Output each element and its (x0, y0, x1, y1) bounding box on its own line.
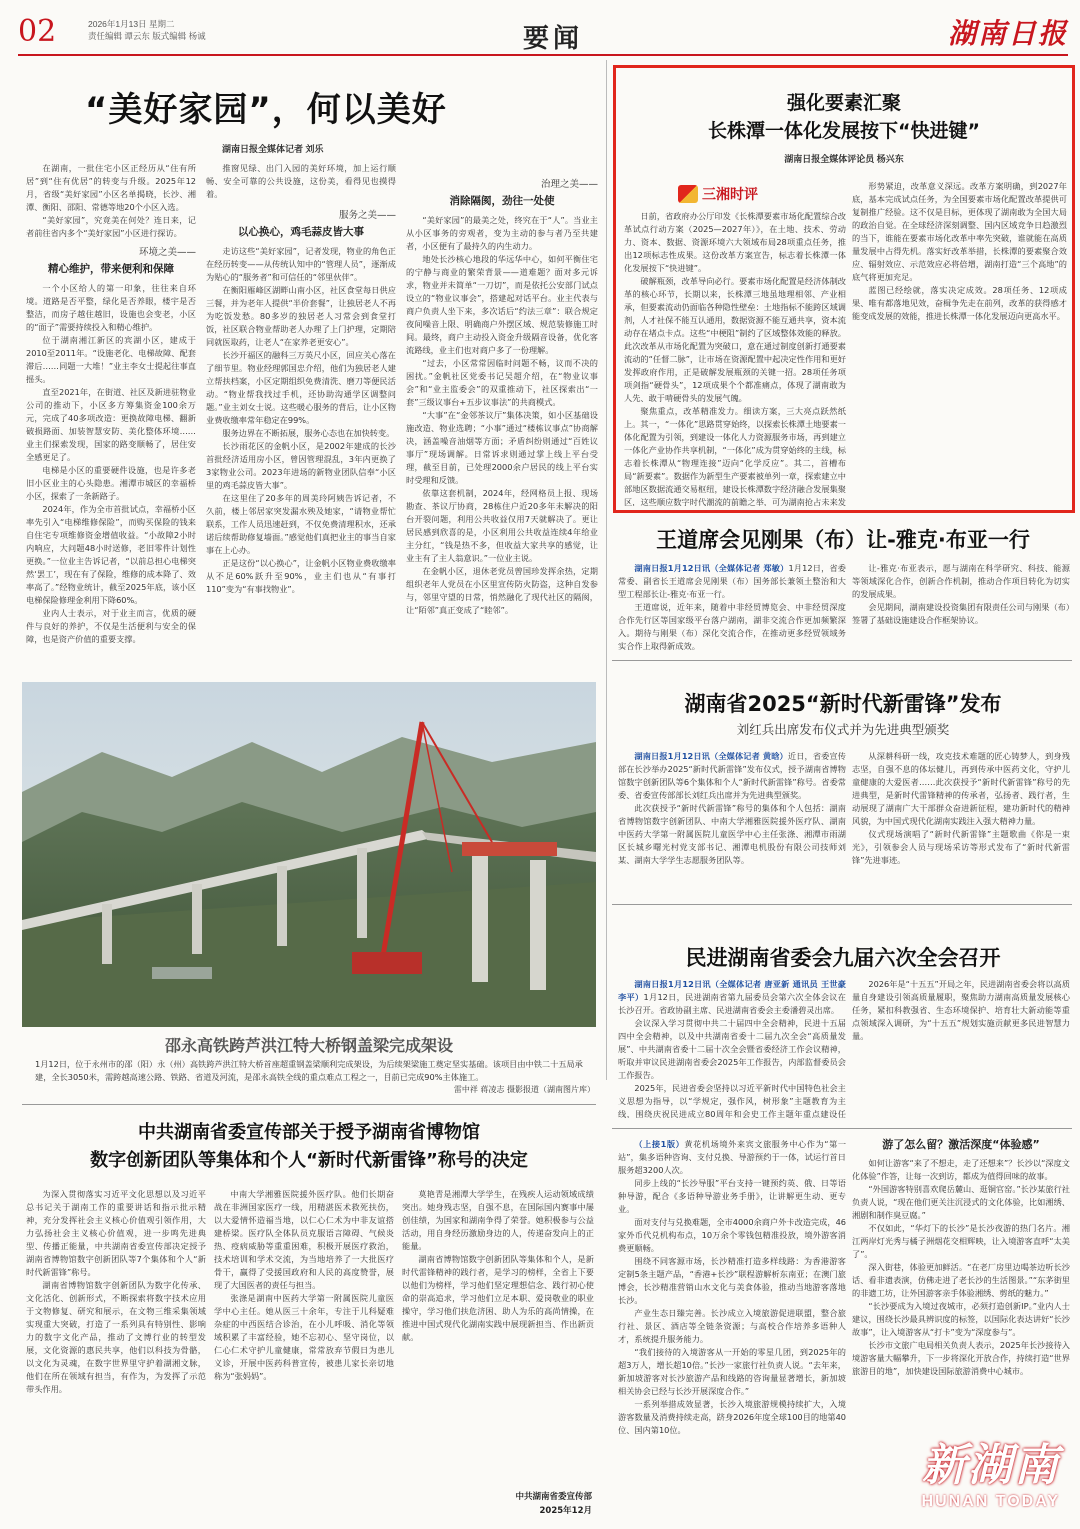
photo-caption: 1月12日，位于永州市的邵（阳）永（州）高铁跨芦洪江特大桥首座超重钢盖梁顺利完成架设，为后续架梁施工奠定坚实基础。该项目由中铁二十五局承建，全长3050米，需跨越高速公路、铁路、省道及河流，是邵永高铁全线的重点难点工程之一，目前已完成90%主体施工。 (35, 1059, 583, 1082)
story1-col2 (206, 162, 396, 662)
story1-paragraph: 在这里住了20多年的周美玲阿姨告诉记者，不久前，楼上邻居家突发漏水殃及她家，“请物业帮忙联系，工作人员迅速赶到，不仅免费清理积水，还承诺后续帮助修复墙面。”感觉他们真把业主的事当自家事在上心办。 (206, 493, 396, 555)
story6-paragraph: 产业生态日臻完善。长沙成立入境旅游促进联盟，整合旅行社、景区、酒店等全链条资源；与高校合作培养多语种人才，系统提升服务能力。 (618, 1308, 846, 1344)
photo-credit: 雷中祥 蒋凌志 摄影报道（湖南图片库） (453, 1085, 595, 1094)
story1-paragraph: 在衡阳雁峰区湖畔山南小区，社区食堂每日供应三餐，并为老年人提供“半价套餐”，让独居老人不再为吃饭发愁。80多岁的独居老人习常会到食堂打饭，社区联合物业帮助老人办理了上门护理，定期陪同就医取药，让老人“在家养老更安心”。 (206, 285, 396, 347)
story5-col3 (402, 1188, 594, 1488)
story-divider (612, 1128, 1072, 1129)
story3-col2 (852, 750, 1070, 896)
story5-title-line2[interactable]: 数字创新团队等集体和个人“新时代新雷锋”称号的决定 (90, 1150, 528, 1171)
story6-inset-title: 游了怎么留？激活深度“体验感” (882, 1138, 1040, 1151)
story1-kicker1: 环境之美—— (138, 247, 196, 258)
commentary-byline: 湖南日报全媒体评论员 杨兴东 (784, 154, 904, 164)
commentary-col2 (852, 180, 1067, 506)
story4-paragraph: 会议深入学习贯彻中共二十届四中全会精神，民进十五届四中全会精神，以及中共湖南省委十二届九次全会“高质量发展”、中共湖南省委十二届十次全会暨省委经济工作会议精神，听取并审议民进湖南省委会2025年工作报告，内部监督委员会工作报告。 (618, 1018, 846, 1080)
story2-paragraph: 会见期间，湖南建设投资集团有限责任公司与刚果（布）签署了基础设施建设合作框架协议。 (852, 602, 1070, 625)
story1-subhead3: 消除隔阂，劲往一处使 (449, 195, 555, 207)
story3-paragraph: 从深耕科研一线，攻克技术难题的匠心铸梦人，到身残志坚，自强不息的体坛健儿，再到传承中医药文化，守护儿童健康的大爱医者……此次获授予“新时代新雷锋”称号的先进典型，是新时代雷锋精神的传承者，弘扬者、践行者，生动展现了湖南广大干部群众奋进新征程，建功新时代的精神风貌，为中国式现代化湖南实践注入强大精神力量。 (852, 751, 1070, 826)
story4-title[interactable]: 民进湖南省委会九届六次全会召开 (685, 946, 1001, 970)
story1-byline: 湖南日报全媒体记者 刘乐 (222, 144, 324, 154)
story1-paragraph: 位于湖南湘江新区的宾湖小区，建成于2010至2011年。“设施老化、电梯故障、配套滞后……同题一大堆！”业主李女士提起往事直摇头。 (26, 335, 196, 384)
story1-title[interactable]: “美好家园”，何以美好 (85, 90, 447, 130)
story2-col2 (852, 562, 1070, 654)
story6-paragraph: 同步上线的“长沙导服”平台支持一键预约英、俄、日等语种导游，配合《多语种导游业务手册》，让讲解更生动、更专业。 (618, 1178, 846, 1214)
story1-col3 (406, 178, 598, 662)
story3-paragraph: 近日，省委宣传部在长沙举办2025“新时代新雷锋”发布仪式，授予湖南省博物馆数字创新团队等6个集体和个人“新时代新雷锋”称号。省委常委、省委宣传部部长刘红兵出席并为先进典型颁奖。 (618, 751, 846, 800)
story6-paragraph: 一系列举措成效显著，长沙入境旅游规模持续扩大，入境游客数量及消费持续走高，跻身2026年度全球100目的地第40位、国内第10位。 (618, 1399, 846, 1435)
story1-kicker2: 服务之美—— (338, 210, 396, 221)
story-divider (612, 904, 1072, 905)
story1-kicker3: 治理之美—— (540, 179, 598, 190)
story-divider (612, 660, 1072, 661)
story4-col1 (618, 978, 846, 1118)
story1-paragraph: 电梯是小区的重要硬件设施，也是许多老旧小区业主的心头隐患。湘潭市城区的幸福桥小区，探索了一条新路子。 (26, 465, 196, 501)
story1-paragraph: 依靠这套机制，2024年，经网格员上报、现场勘查、茶议厅协商，28栋住户近20多年未解决的阳台开裂问题，利用公共收益仅用7天就解决了。更让居民感到欣喜的是，小区利用公共收益连续4年给业主分红，“钱是热不多，但收益大家共享的感觉，让业主有了主人翁意识。”一位业主说。 (406, 488, 598, 563)
story1-paragraph: 在金帆小区，退休老党员曾国珍发挥余热，定期组织老年人党员在小区里宣传防火防盗，这种自发参与，邻里守望的日常，悄然融化了现代社区的隔阂，让“陌邻”真正变成了“睦邻”。 (406, 566, 598, 615)
story3-paragraph: 此次获授予“新时代新雷锋”称号的集体和个人包括：湖南省博物馆数字创新团队、中南大学湘雅医院援外医疗队、湖南中医药大学第一附属医院儿童医学中心主任张涤、湘潭市雨湖区长城乡曙光村党支部书记、湘潭电机股份有限公司技师刘某、湖南大学学生志愿服务团队等。 (618, 803, 846, 865)
story5-paragraph: 莫艳青是湘潭大学学生，在残疾人运动领域成绩突出。她身残志坚，自强不息，在国际国内赛事中屡创佳绩，为国家和湖南争得了荣誉。她积极参与公益活动，用自身经历激励身边的人，传递奋发向上的正能量。 (402, 1189, 594, 1251)
story1-subhead2: 以心换心，鸡毛蒜皮皆大事 (238, 226, 364, 238)
story5-paragraph: 为深入贯彻落实习近平文化思想以及习近平总书记关于湖南工作的重要讲话和指示批示精神，充分发挥社会主义核心价值观引领作用，大力弘扬社会主义核心价值观，进一步鸣先进典型、传播正能量，中共湖南省委宣传部决定授予湖南省博物馆数字创新团队等7个集体和个人“新时代新雷锋”称号。 (26, 1189, 206, 1277)
story1-paragraph: 2024年，作为全市首批试点，幸福桥小区率先引入“电梯维修保险”，而购买保险的钱来自住宅专项维修资金增值收益。“小故障2小时内响应，大问题48小时送修，老旧零件计划性更换。”一位业主告诉记者，“以前总担心电梯突然‘罢工’，现在有了保险，维修的成本降了、效率高了。”经物业统计，截至2025年底，该小区电梯保险修理金利用下降60%。 (26, 504, 196, 605)
story4-paragraph: 2025年，民进省委会坚持以习近平新时代中国特色社会主义思想为指导，以“学规定，强作风，树形象”主题教育为主线，围绕庆祝民进成立80周年和会史工作主题年重点建设任 (618, 1083, 846, 1118)
story1-intro: 在湖南，一批住宅小区正经历从“住有所居”到“住有优居”的转变与升级。2025年12月，省级“美好家园”小区名单揭晓，长沙、湘潭、衡阳、邵阳、常德等地20个小区入选。 (26, 163, 196, 212)
story1-subhead1: 精心维护，带来便利和保障 (48, 263, 174, 275)
story1-paragraph: 业内人士表示，对于业主而言，优质的硬件与良好的养护，不仅是生活便利与安全的保障，也是资产价值的重要支撑。 (26, 608, 196, 644)
story2-paragraph: 让-雅克·布亚表示，愿与湖南在科学研究、科技、能源等领域深化合作，创新合作机制，推动合作项目转化为切实的发展成果。 (852, 563, 1070, 599)
story6-paragraph: 如何让游客“来了不想走，走了还想来”？长沙以“深度文化体验”作答，让每一次到访，都成为值得回味的故事。 (852, 1158, 1070, 1181)
commentary-col1 (624, 210, 846, 506)
story1-paragraph: “大事”在“金邻茶议厅”集体决策，如小区基础设施改造、物业选聘；“小事”通过“楼栋议事点”协商解决，涵盖噪音油烟等方面；矛盾纠纷则通过“百姓议事厅”现场调解。日常诉求则通过掌上线上平台受理，截至目前，已处理2000余户居民的线上平台实时受理和反馈。 (406, 410, 598, 485)
commentary-badge (678, 183, 786, 205)
story6-paragraph: 围绕不同客源市场，长沙精准打造多样线路：为香港游客定制5条主题产品，“香港+长沙”联程游解析东南亚；在澳门旅博会，长沙精准营销山水文化与美食体验，推动当地游客落地长沙。 (618, 1256, 846, 1305)
story5-paragraph: 张涤是湖南中医药大学第一附属医院儿童医学中心主任。她从医三十余年，专注于儿科疑难杂症的中西医结合诊治，在小儿呼吸、消化等领域积累了丰富经验，她不忘初心、坚守岗位，以仁心仁术守护儿童健康，常常放弃节假日为患儿义诊，开展中医药科普宣传，被患儿家长亲切地称为“张妈妈”。 (214, 1293, 394, 1381)
commentary-paragraph: 破解瓶颈，改革导向必行。要素市场化配置是经济体制改革的核心环节，长期以来，长株潭三地虽地理相邻、产业相承，但要素流动仍面临各种隐性壁垒：土地指标不能跨区域调剂，人才社保不能互认通用，数据资源不能互通共享，资本流动存在堵点卡点。这些“中梗阻”制约了区域整体效能的释放。此次改革从市场化配置为突破口，意在通过制度创新打通要素流动的“任督二脉”，让市场在资源配置中起决定性作用和更好发挥政府作用，正是破解发展瓶颈的关键一招。28项任务项项剑指“硬骨头”，12项成果个个都准痛点，体现了湖南敢为人先、敢于啃硬骨头的发展气魄。 (624, 276, 846, 403)
bridge-photo-image (22, 682, 596, 1027)
story3-lead-tag: 湖南日报1月12日讯（全媒体记者 黄晗） (634, 751, 788, 761)
commentary-paragraph: 日前，省政府办公厅印发《长株潭要素市场化配置综合改革试点行动方案（2025—2027年）》，在土地、技术、劳动力、资本、数据、资源环境六大领域布局28项重点任务，推出12项标志性成果。这份改革方案宣告，标志着长株潭一体化发展按下“快进键”。 (624, 211, 846, 273)
story5-title-line1[interactable]: 中共湖南省委宣传部关于授予湖南省博物馆 (138, 1122, 480, 1143)
story4-lead-tag: 湖南日报1月12日讯（全媒体记者 唐亚新 通讯员 王世豪 李平） (618, 979, 846, 1002)
story6-paragraph: “长沙要成为入境过夜城市，必须打造创新IP。”业内人士建议，围绕长沙最具辨识度的标签，以国际化表达讲好“长沙故事”，让入境游客从“打卡”变为“深度参与”。 (852, 1301, 1070, 1337)
masthead-meta (88, 18, 206, 42)
story2-lead-tag: 湖南日报1月12日讯（全媒体记者 郑敏） (634, 563, 789, 573)
story6-col2 (852, 1138, 1070, 1438)
story3-col1 (618, 750, 846, 896)
story4-paragraph: 1月12日，民进湖南省第九届委员会第六次全体会议在长沙召开。省政协副主席、民进湖南省委会主委潘碧灵出席。 (618, 992, 846, 1015)
story1-paragraph: 走访这些“美好家园”，记者发现，物业的角色正在经历转变——从传统认知中的“管理人员”，逐渐成为贴心的“服务者”和可信任的“邻里伙伴”。 (206, 246, 396, 282)
story1-paragraph: “美好家园”的最美之处，终究在于“人”。当业主从小区事务的旁观者，变为主动的参与者乃至共建者，小区便有了最持久的内生动力。 (406, 215, 598, 251)
story1-paragraph: 一个小区给人的第一印象，往往来自环境。道路是否平整，绿化是否养眼，楼宇是否整洁，而房子越住越旧，设施也会变老，小区的“面子”需要持续投入和精心维护。 (26, 283, 196, 332)
hunan-today-logo (922, 1429, 1060, 1511)
story5-date: 2025年12月 (539, 1506, 592, 1516)
story1-paragraph: 推窗见绿、出门入园的美好环境，加上运行顺畅、安全可靠的公共设施，这份美，看得见也摸得着。 (206, 163, 396, 199)
story1-paragraph: 正是这份“以心换心”，让金帆小区物业费收缴率从不足60%跃升至90%，业主们也从“有事打110”变为“有事找物业”。 (206, 558, 396, 594)
story1-paragraph: 直至2021年，在街道、社区及新进驻物业公司的推动下，小区多方筹集资金100余万元，完成了40多项改造：更换故障电梯、翻新破损路面、加装智慧安防、美化整体环境……业主们探索发现，国家的路变顺畅了，居住安全感更足了。 (26, 387, 196, 462)
logo-english: HUNAN TODAY (921, 1493, 1060, 1510)
story6-col1 (618, 1138, 846, 1518)
story6-paragraph: 深入街巷，体验更加鲜活。“在老厂房里边喝茶边听长沙话、看非遗表演，仿佛走进了老长沙的生活图景。”“东茅街里的非遗工坊，让外国游客亲手体验湘绣、剪纸的魅力。” (852, 1262, 1070, 1298)
commentary-paragraph: 聚焦重点，改革精准发力。细读方案，三大亮点跃然纸上。其一，“一体化”思路贯穿始终，以探索长株潭土地要素一体化配置为引领，到建设一体化人力资源服务市场，再到建立一体化产业协作共享机制，“一体化”成为贯穿始终的主线，标志着长株潭从“物理连接”迈向“化学反应”。其二，首槽布局“新要素”。数据作为新型生产要素被单列一章，探索建立中部地区数据流通交易枢纽，建设长株潭数字经济融合发展集聚区，这些顺应数字时代潮流的前瞻之举，可为湖南抢占未来发 (624, 406, 846, 506)
story5-col1 (26, 1188, 206, 1514)
story2-col1 (618, 562, 846, 654)
story5-paragraph: 湖南省博物馆数字创新团队为数字化传承、文化活化、创新形式，不断探索将数字技术应用于文物修复、研究和展示，在文物三维采集领域实现重大突破，打造了一系列具有特别性、影响力的数字文化产品，推动了文博行业的转型发展，文化资源的惠民共享，他们以科技为骨骼，以文化为灵魂，在数字世界里守护着湖湘文脉，他们在所在领域有担当，有作为，为发挥了示范带头作用。 (26, 1280, 206, 1394)
story4-paragraph: 2026年是“十五五”开局之年，民进湖南省委会将以高质量自身建设引领高质量履职，聚焦助力湖南高质量发展核心任务，紧扣科教强省、生态环境保护、培育壮大新动能等重点领域深入调研，为“十五五”规划实施贡献更多民进智慧力量。 (852, 979, 1070, 1041)
story-divider (22, 1104, 596, 1105)
story5-paragraph: 中南大学湘雅医院援外医疗队。他们长期奋战在非洲国家医疗一线，用精湛医术救死扶伤，以大爱情怀造福当地，以仁心仁术为中非友谊搭建桥梁。医疗队全体队员克服语言障碍、气候炎热、疫病威胁等重重困难，积极开展医疗救治，技术培训和学术交流，为当地培养了一大批医疗骨干，赢得了受援国政府和人民的高度赞誉，展现了大国医者的责任与担当。 (214, 1189, 394, 1290)
masthead (18, 14, 1068, 56)
story1-paragraph: 服务边界在不断拓展，服务心态也在加快转变。 (222, 428, 395, 438)
column-divider (606, 60, 607, 1080)
commentary-title-line1[interactable]: 强化要素汇聚 (786, 92, 901, 114)
story5-paragraph: 湖南省博物馆数字创新团队等集体和个人，是新时代雷锋精神的践行者，是学习的榜样，全省上下要以他们为榜样，学习他们坚定理想信念、践行初心使命的崇高追求，学习他们立足本职、爱岗敬业的职业操守，学习他们扶危济困、助人为乐的高尚情操，在推进中国式现代化湖南实践中展现新担当、作出新贡献。 (402, 1254, 594, 1342)
story6-paragraph: 面对支付与兑换难题，全市4000余商户外卡改造完成，46家外币代兑机构布点，10万余个零钱包精准投放，境外游客消费更顺畅。 (618, 1217, 846, 1253)
story1-intro2: “美好家园”，究竟美在何处？连日来，记者前往省内多个“美好家园”小区进行探访。 (26, 215, 196, 238)
section-title: 要闻 (523, 24, 584, 54)
editors-line: 责任编辑 谭云东 版式编辑 杨诚 (88, 31, 206, 41)
story5-col2 (214, 1188, 394, 1514)
story5-signature: 中共湖南省委宣传部 (515, 1492, 592, 1502)
story3-title[interactable]: 湖南省2025“新时代新雷锋”发布 (684, 692, 1002, 716)
commentary-paragraph: 形势紧迫，改革意义深远。改革方案明确，到2027年底，基本完成试点任务，为全国要素市场化配置改革提供可复制推广经验。这不仅是目标，更体现了湖南敢为全国大局的政治自觉。在全球经济深刻调整、国内区域竞争日趋激烈的当下，谁能在要素市场化改革中率先突破，谁就能在高质量发展中占得先机。落实好改革举措，长株潭的要素聚合效应、辐射效应、示范效应必将倍增，湖南打造“三个高地”的底气将更加充足。 (852, 181, 1067, 282)
photo-title[interactable]: 邵永高铁跨芦洪江特大桥钢盖梁完成架设 (164, 1036, 453, 1055)
story6-paragraph: “外国游客特别喜欢爬岳麓山、逛铜官窑。”长沙某旅行社负责人说，“现在他们更关注沉浸式的文化体验，比如湘绣、湘剧和制作臭豆腐。” (852, 1184, 1070, 1220)
story1-paragraph: 地处长沙核心地段的华远华中心，如何平衡住宅的宁静与商业的繁荣背景——道难题？面对多元诉求，物业并未简单“一刀切”，而是依托公安部门试点设立的“物业议事会”，搭建起对话平台。业主代表与商户负责人坐下来，多次话后“约法三章”：联合规定夜间噪音上限、明确商户外摆区域、规范装修施工时间。最终，商户主动投入资金升级隔音设备，优化客流路线，业主们也对商户多了一份理解。 (406, 254, 598, 355)
badge-label: 三湘时评 (702, 187, 758, 203)
story6-paragraph: 长沙市文旅广电局相关负责人表示，2025年长沙接待入境游客量大幅攀升，下一步将深化开放合作，持续打造“世界旅游目的地”，加快建设国际旅游消费中心城市。 (852, 1340, 1070, 1376)
commentary-title-line2[interactable]: 长株潭一体化发展按下“快进键” (708, 120, 980, 142)
page-number: 02 (18, 14, 57, 49)
newspaper-logo: 湖南日报 (947, 17, 1068, 50)
story3-paragraph: 仪式现场演唱了“新时代新雷锋”主题歌曲《你是一束光》，引领参会人员与现场采访等形式发布了“新时代新雷锋”先进事迹。 (852, 829, 1070, 865)
story4-col2 (852, 978, 1070, 1118)
story3-subtitle: 刘红兵出席发布仪式并为先进典型颁奖 (736, 722, 950, 737)
story1-paragraph: “过去，小区常常因临时问题不畅，议而不决的困扰。”金帆社区党委书记吴超介绍，在“物业议事会”和“业主监委会”的双重推动下，社区探索出“一套”三级议事台+五步议事法”的共商模式。 (406, 358, 598, 407)
story6-continued-tag[interactable]: （上接1版） (634, 1139, 685, 1149)
badge-logo-icon (678, 185, 698, 203)
logo-chinese: 新湖南 (922, 1440, 1060, 1491)
bridge-photo[interactable] (22, 682, 596, 1027)
story2-title[interactable]: 王道席会见刚果（布）让-雅克·布亚一行 (656, 528, 1030, 552)
story2-paragraph: 1月12日，省委常委、副省长王道席会见刚果（布）国务部长兼领土整治和大型工程部长让-雅克·布亚一行。 (618, 563, 846, 599)
story6-paragraph: 黄花机场境外来宾文旅服务中心作为“第一站”，集多语种咨询、支付兑换、导游预约于一体，试运行首日服务超3200人次。 (618, 1139, 846, 1175)
commentary-paragraph: 蓝图已经绘就，落实决定成效。28项任务、12项成果、唯有都落地见效，奋楫争先走在前列，改革的获得感才能变成发展的效能，推进长株潭一体化发展迈向更高水平。 (852, 285, 1067, 321)
story2-paragraph: 王道席说，近年来，随着中非经贸博览会、中非经贸深度合作先行区等国家级平台落户湖南，湖非交流合作更加频繁深入。期待与刚果（布）深化交流合作，在推动更多经贸领域务实合作上取得新成效。 (618, 602, 846, 651)
date-line: 2026年1月13日 星期二 (88, 19, 175, 29)
story6-paragraph: 不仅如此，“华灯下的长沙”是长沙夜游的热门名片。湘江两岸灯光秀与橘子洲烟花交相辉映，让入境游客直呼“太美了”。 (852, 1223, 1070, 1259)
story1-paragraph: 长沙雨花区的金帆小区，是2002年建成的长沙首批经济适用房小区，曾因管理混乱，3年内更换了3家物业公司。2023年进场的新物业团队信奉“小区里的鸡毛蒜皮皆大事”。 (206, 441, 396, 490)
story1-col1 (26, 162, 196, 662)
story1-paragraph: 长沙开福区的融科三万英尺小区，回应关心落在了细节里。物业经理郭国忠介绍，他们为独居老人建立帮扶档案，小区定期组织免费清洗、磨刀等便民活动。“物业帮我找过手机，还协助沟通学区调整问题。”业主刘女士说。这些暖心服务的背后，让小区物业费收缴率常年稳定在99%。 (206, 350, 396, 425)
story6-paragraph: “我们接待的入境游客从一开始的零星几团，到2025年的超3万人，增长超10倍。”长沙一家旅行社负责人说。“去年来，新加坡游客对长沙旅游产品和线路的咨询量显著增长，新加坡相关协会已经与长沙开展深度合作。” (618, 1347, 846, 1396)
